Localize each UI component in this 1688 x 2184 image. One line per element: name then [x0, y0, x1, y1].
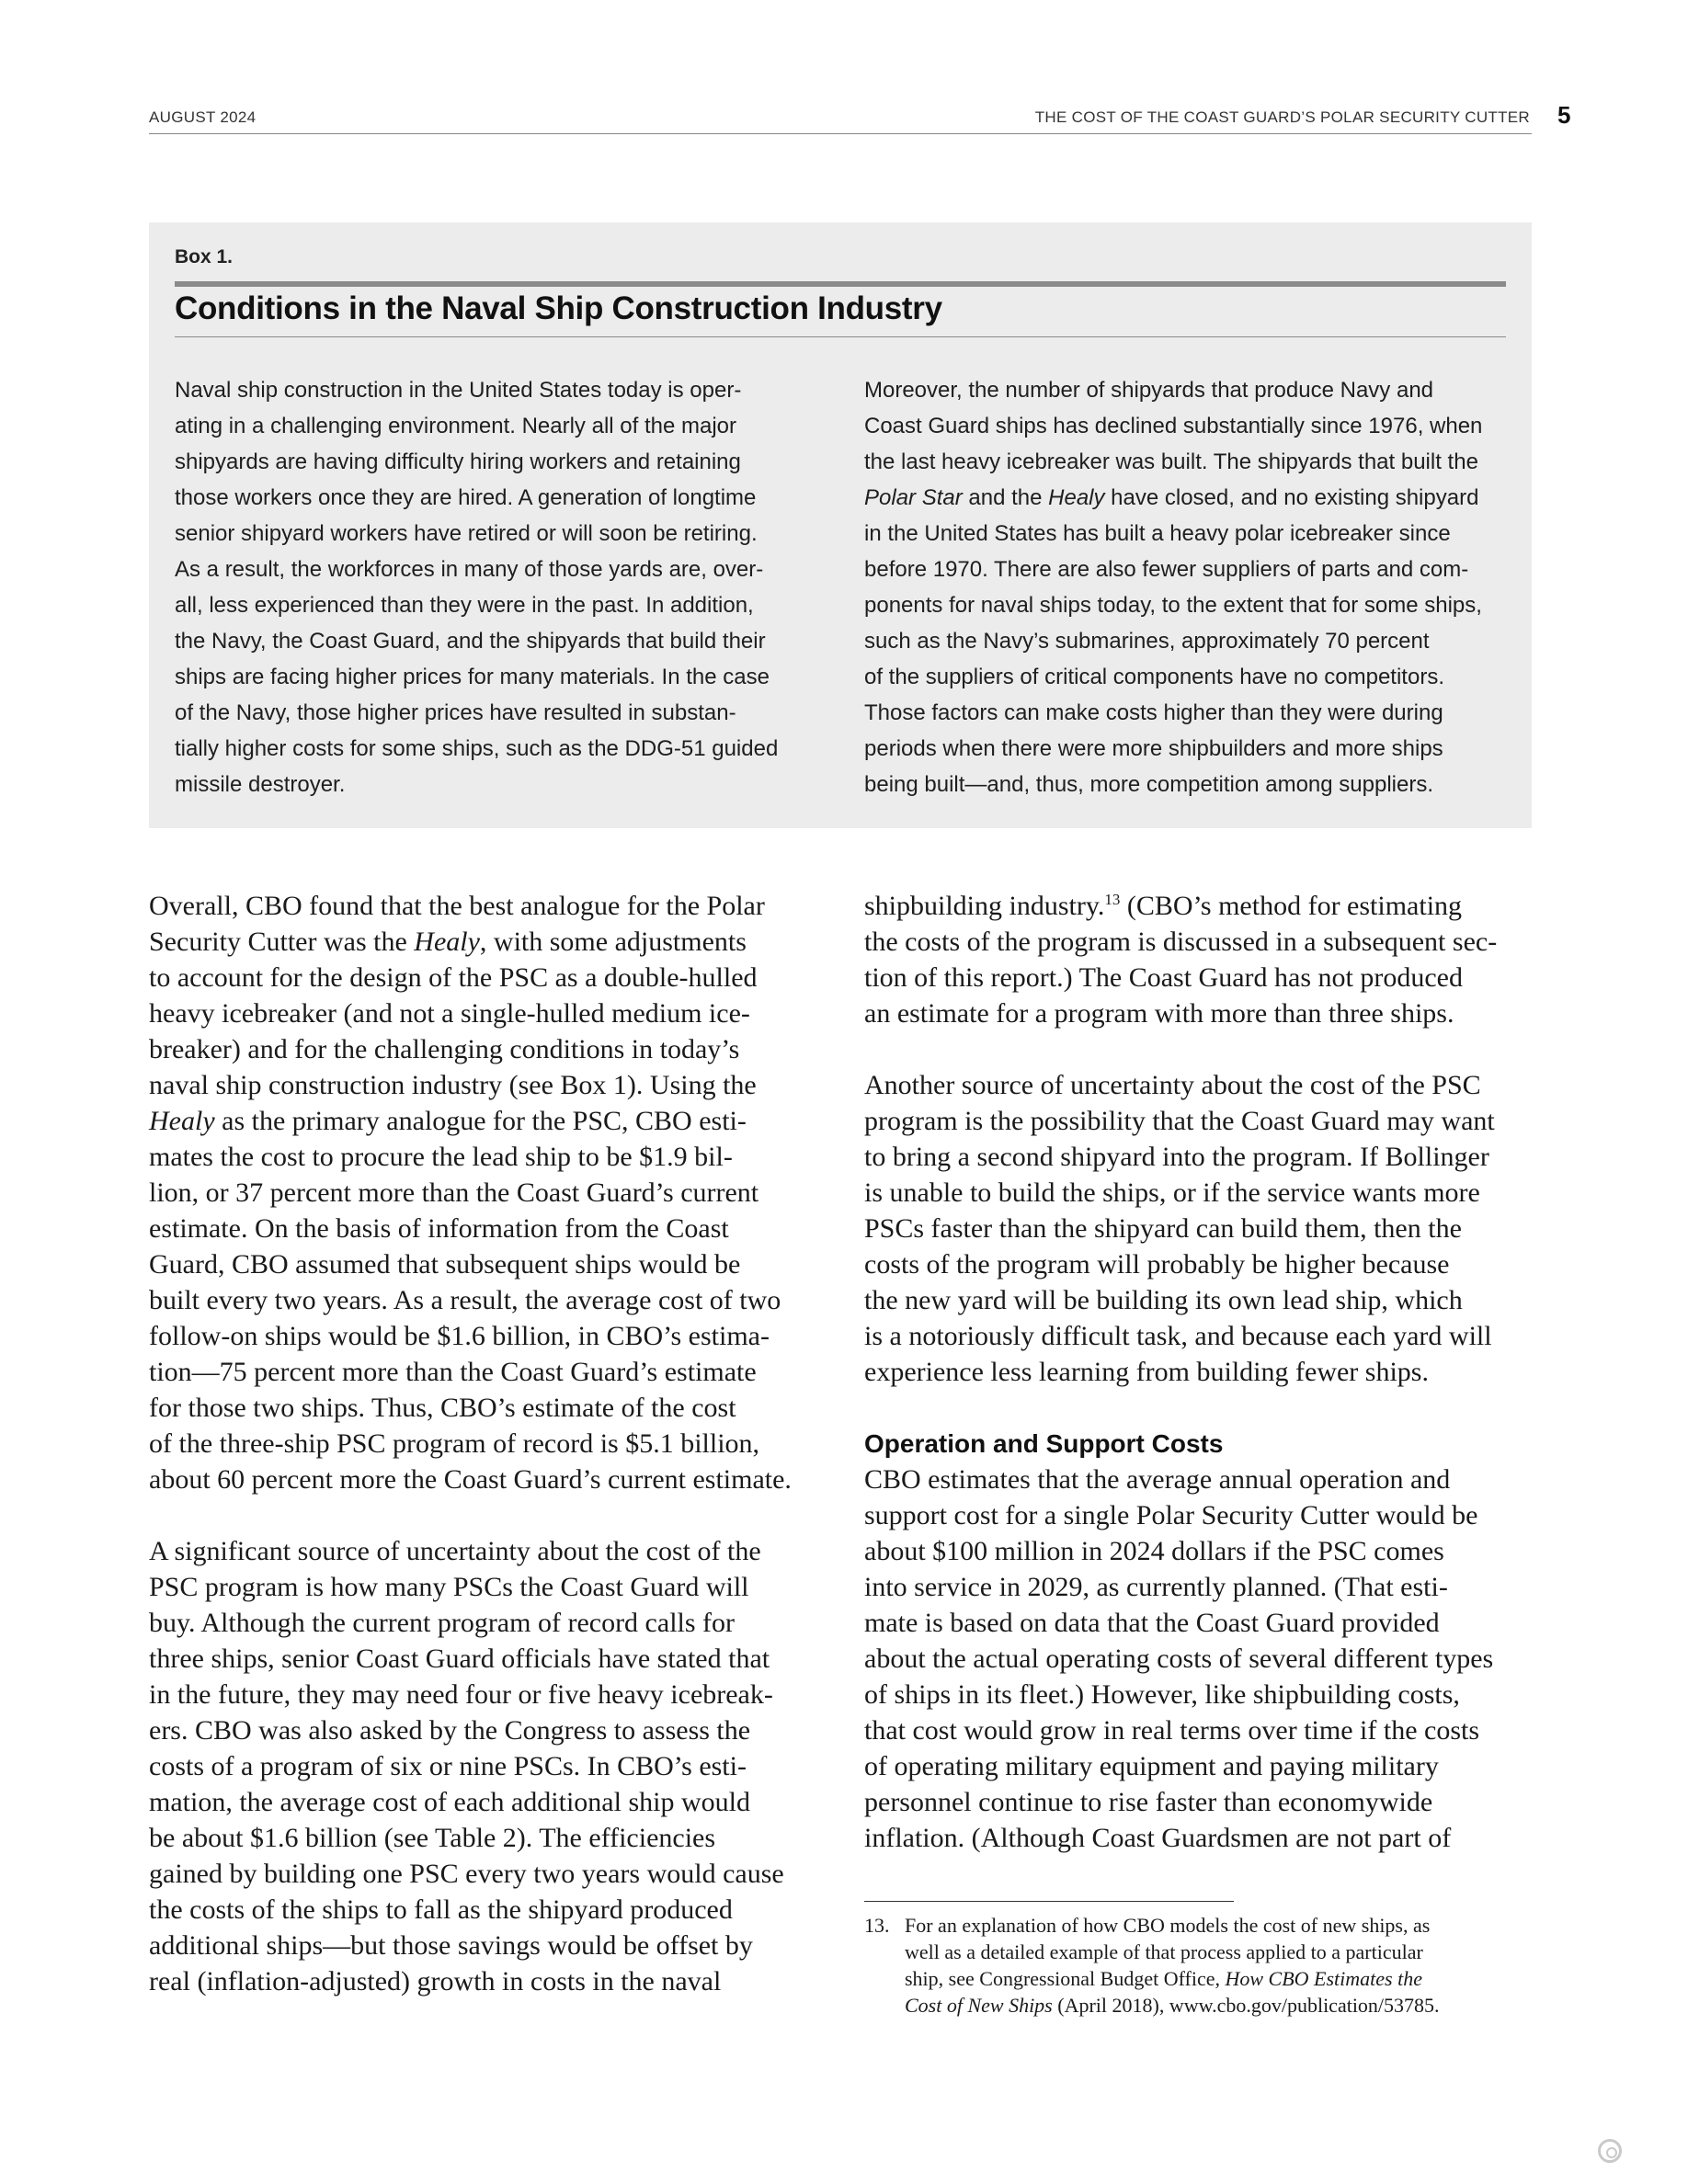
ship-name-healy: Healy	[149, 1106, 215, 1136]
box-left-line: all, less experienced than they were in the past. In addition,	[175, 593, 754, 618]
body-line: the new yard will be building its own lead ship, which	[864, 1285, 1463, 1315]
body-line: about the actual operating costs of several different types	[864, 1644, 1494, 1674]
box-right-line: Those factors can make costs higher than they were during	[864, 700, 1443, 725]
body-line: follow-on ships would be $1.6 billion, in CBO’s estima-	[149, 1321, 770, 1351]
body-right-column	[864, 888, 1545, 1856]
body-line: the costs of the ships to fall as the shipyard produced	[149, 1894, 733, 1925]
box-left-line: ating in a challenging environment. Nearly all of the major	[175, 414, 737, 438]
circle-logo-icon	[1598, 2139, 1622, 2163]
body-line: mate is based on data that the Coast Guard provided	[864, 1608, 1440, 1638]
header-rule	[149, 133, 1532, 134]
body-line: is a notoriously difficult task, and because each yard will	[864, 1321, 1492, 1351]
header-report-title: THE COST OF THE COAST GUARD’S POLAR SECURITY CUTTER	[1034, 108, 1530, 126]
box-left-line: of the Navy, those higher prices have resulted in substan-	[175, 700, 736, 725]
body-line: of ships in its fleet.) However, like shipbuilding costs,	[864, 1679, 1460, 1710]
footnote-line	[905, 1992, 1526, 2019]
body-line: estimate. On the basis of information from the Coast	[149, 1213, 729, 1244]
ship-name-polar-star: Polar Star	[864, 485, 963, 510]
box-label: Box 1.	[175, 246, 234, 267]
body-line: Another source of uncertainty about the cost of the PSC	[864, 1070, 1481, 1100]
box-left-line: ships are facing higher prices for many materials. In the case	[175, 665, 770, 689]
body-line: additional ships—but those savings would be offset by	[149, 1930, 753, 1961]
body-line: naval ship construction industry (see Box 1). Using the	[149, 1070, 757, 1100]
body-line	[864, 888, 1545, 924]
paragraph-gap	[864, 1031, 1545, 1067]
body-line: costs of the program will probably be higher because	[864, 1249, 1450, 1280]
section-heading-operation-support: Operation and Support Costs	[864, 1429, 1224, 1458]
body-line: A significant source of uncertainty about the cost of the	[149, 1536, 761, 1566]
body-line: lion, or 37 percent more than the Coast Guard’s current	[149, 1177, 759, 1208]
box-right-line: such as the Navy’s submarines, approximately 70 percent	[864, 629, 1430, 654]
box-left-line: the Navy, the Coast Guard, and the shipyards that build their	[175, 629, 766, 654]
body-text-fragment: shipbuilding industry.	[864, 891, 1105, 921]
body-line	[149, 924, 829, 960]
body-line: tion of this report.) The Coast Guard has not produced	[864, 962, 1463, 993]
body-line: of operating military equipment and paying military	[864, 1751, 1439, 1781]
body-line: of the three-ship PSC program of record is $5.1 billion,	[149, 1428, 760, 1459]
body-text-fragment: (CBO’s method for estimating	[1120, 891, 1463, 921]
body-line: about 60 percent more the Coast Guard’s current estimate.	[149, 1464, 792, 1495]
body-line: be about $1.6 billion (see Table 2). The efficiencies	[149, 1823, 716, 1853]
box-text-fragment: and the	[962, 485, 1049, 510]
body-line: inflation. (Although Coast Guardsmen are not part of	[864, 1823, 1452, 1853]
box-left-line: senior shipyard workers have retired or will soon be retiring.	[175, 521, 758, 546]
footnote-line: For an explanation of how CBO models the cost of new ships, as	[905, 1914, 1431, 1937]
box-right-column	[864, 372, 1508, 802]
box-left-line: those workers once they are hired. A generation of longtime	[175, 485, 757, 510]
body-line: personnel continue to rise faster than economywide	[864, 1787, 1433, 1817]
ship-name-healy: Healy	[414, 927, 480, 957]
box-left-line: shipyards are having difficulty hiring workers and retaining	[175, 449, 741, 474]
body-line: an estimate for a program with more than three ships.	[864, 998, 1454, 1029]
body-line: gained by building one PSC every two years would cause	[149, 1859, 784, 1889]
cited-title: Cost of New Ships	[905, 1994, 1053, 2017]
box-right-line: ponents for naval ships today, to the extent that for some ships,	[864, 593, 1482, 618]
ship-name-healy: Healy	[1048, 485, 1105, 510]
body-line: is unable to build the ships, or if the service wants more	[864, 1177, 1480, 1208]
box-title: Conditions in the Naval Ship Construction Industry	[175, 290, 942, 326]
box-title-rule-bottom	[175, 336, 1506, 337]
footnote-rule	[864, 1901, 1234, 1902]
box-right-line: Moreover, the number of shipyards that produce Navy and	[864, 378, 1434, 403]
box-text-fragment: have closed, and no existing shipyard	[1104, 485, 1479, 510]
body-line: experience less learning from building fewer ships.	[864, 1357, 1429, 1387]
body-line: to bring a second shipyard into the program. If Bollinger	[864, 1142, 1489, 1172]
box-right-line: being built—and, thus, more competition among suppliers.	[864, 772, 1434, 797]
footnote-citation-link[interactable]: (April 2018), www.cbo.gov/publication/53785.	[1052, 1994, 1440, 2017]
body-text-fragment: Security Cutter was the	[149, 927, 415, 957]
box-right-line	[864, 480, 1508, 516]
body-text-fragment: as the primary analogue for the PSC, CBO esti-	[214, 1106, 747, 1136]
paragraph-gap	[149, 1497, 829, 1533]
body-line: for those two ships. Thus, CBO’s estimate of the cost	[149, 1393, 736, 1423]
body-line: three ships, senior Coast Guard officials have stated that	[149, 1644, 770, 1674]
body-line: buy. Although the current program of record calls for	[149, 1608, 736, 1638]
box-right-line: before 1970. There are also fewer suppliers of parts and com-	[864, 557, 1469, 582]
body-line: ers. CBO was also asked by the Congress to assess the	[149, 1715, 751, 1746]
body-line: PSC program is how many PSCs the Coast Guard will	[149, 1572, 749, 1602]
cited-title: How CBO Estimates the	[1225, 1967, 1422, 1990]
header-date: AUGUST 2024	[149, 108, 257, 126]
body-line: heavy icebreaker (and not a single-hulled medium ice-	[149, 998, 750, 1029]
body-line: costs of a program of six or nine PSCs. In CBO’s esti-	[149, 1751, 747, 1781]
footnote-13	[864, 1912, 1526, 2019]
box-title-rule-top	[175, 281, 1506, 287]
body-line	[149, 1103, 829, 1139]
body-line: about $100 million in 2024 dollars if the PSC comes	[864, 1536, 1444, 1566]
footnote-line: well as a detailed example of that process applied to a particular	[905, 1940, 1423, 1963]
footnote-reference[interactable]: 13	[1104, 891, 1121, 908]
body-line: in the future, they may need four or five heavy icebreak-	[149, 1679, 773, 1710]
body-line: into service in 2029, as currently planned. (That esti-	[864, 1572, 1448, 1602]
body-line: mates the cost to procure the lead ship to be $1.9 bil-	[149, 1142, 733, 1172]
footnote-number: 13.	[864, 1914, 890, 1937]
body-line: PSCs faster than the shipyard can build them, then the	[864, 1213, 1462, 1244]
body-line: to account for the design of the PSC as a double-hulled	[149, 962, 758, 993]
box-left-line: missile destroyer.	[175, 772, 346, 797]
box-left-line: tially higher costs for some ships, such as the DDG-51 guided	[175, 736, 779, 761]
footnote-line	[905, 1965, 1526, 1992]
box-right-line: Coast Guard ships has declined substantially since 1976, when	[864, 414, 1483, 438]
body-line: that cost would grow in real terms over time if the costs	[864, 1715, 1480, 1746]
page-number: 5	[1557, 101, 1571, 129]
body-line: real (inflation-adjusted) growth in costs in the naval	[149, 1966, 722, 1996]
body-line: program is the possibility that the Coast Guard may want	[864, 1106, 1495, 1136]
body-line: the costs of the program is discussed in a subsequent sec-	[864, 927, 1498, 957]
box-right-line: in the United States has built a heavy polar icebreaker since	[864, 521, 1451, 546]
body-line: mation, the average cost of each additional ship would	[149, 1787, 750, 1817]
box-right-line: of the suppliers of critical components have no competitors.	[864, 665, 1444, 689]
box-right-line: periods when there were more shipbuilders and more ships	[864, 736, 1443, 761]
body-line: breaker) and for the challenging conditions in today’s	[149, 1034, 740, 1064]
footnote-text-fragment: ship, see Congressional Budget Office,	[905, 1967, 1226, 1990]
body-text-fragment: , with some adjustments	[479, 927, 747, 957]
box-left-column	[175, 372, 818, 802]
body-line: support cost for a single Polar Security Cutter would be	[864, 1500, 1478, 1530]
box-right-line: the last heavy icebreaker was built. The shipyards that built the	[864, 449, 1478, 474]
box-left-line: As a result, the workforces in many of those yards are, over-	[175, 557, 764, 582]
body-line: Guard, CBO assumed that subsequent ships would be	[149, 1249, 741, 1280]
paragraph-gap	[864, 1390, 1545, 1426]
body-line: tion—75 percent more than the Coast Guard’s estimate	[149, 1357, 757, 1387]
body-line: CBO estimates that the average annual operation and	[864, 1464, 1451, 1495]
footnote-text	[905, 1912, 1526, 2019]
box-left-line: Naval ship construction in the United States today is oper-	[175, 378, 742, 403]
body-left-column	[149, 888, 829, 1999]
body-line: Overall, CBO found that the best analogue for the Polar	[149, 891, 765, 921]
body-line: built every two years. As a result, the average cost of two	[149, 1285, 781, 1315]
